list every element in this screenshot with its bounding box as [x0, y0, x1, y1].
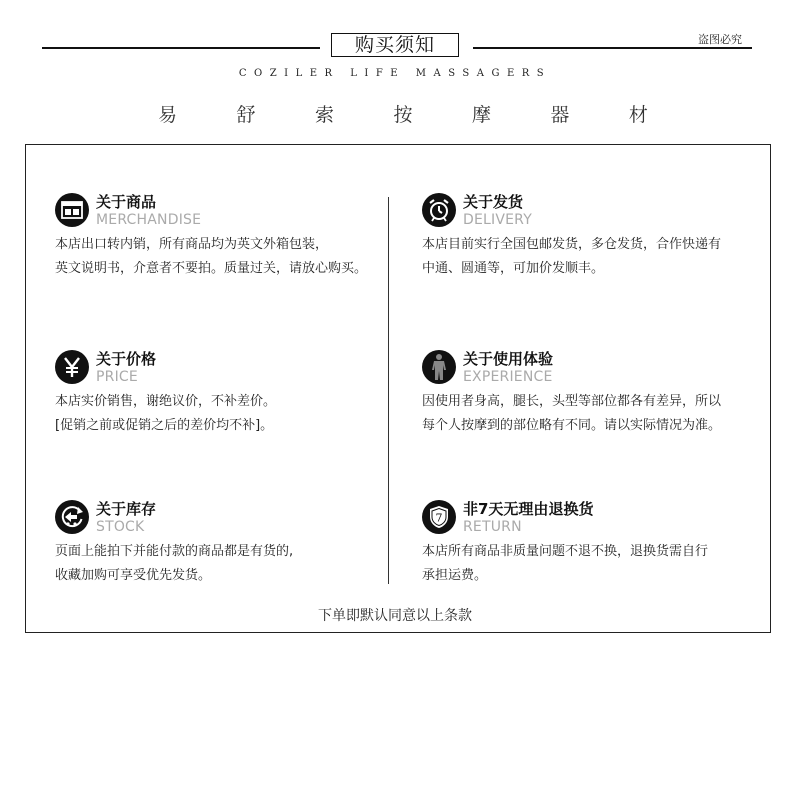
person-icon [422, 350, 456, 384]
body-line: 每个人按摩到的部位略有不同。请以实际情况为准。 [422, 418, 722, 433]
brand-name [158, 100, 648, 127]
body-line: 本店出口转内销，所有商品均为英文外箱包装， [55, 237, 329, 252]
body-line: 页面上能拍下并能付款的商品都是有货的, [55, 544, 294, 559]
section-subtitle: DELIVERY [463, 212, 532, 228]
body-line: 英文说明书，介意者不要拍。质量过关，请放心购买。 [55, 261, 368, 276]
alarm-clock-icon [422, 193, 456, 227]
body-line: 收藏加购可享受优先发货。 [55, 568, 212, 583]
agreement-note: 下单即默认同意以上条款 [318, 608, 472, 624]
body-line: 本店目前实行全国包邮发货，多仓发货，合作快递有 [422, 237, 722, 252]
section-body [55, 233, 405, 281]
brand-char: 材 [628, 104, 648, 126]
section-subtitle: MERCHANDISE [96, 212, 202, 228]
stock-icon [55, 500, 89, 534]
section-title: 关于商品 [96, 193, 157, 211]
section-subtitle: STOCK [96, 519, 145, 535]
body-line: 因使用者身高，腿长，头型等部位都各有差异，所以 [422, 394, 722, 409]
section-body [422, 233, 772, 281]
section-subtitle: PRICE [96, 369, 138, 385]
seven-day-shield-icon [422, 500, 456, 534]
header-rule-left [42, 47, 320, 49]
copyright-notice: 盗图必究 [698, 33, 742, 46]
header-rule-right [473, 47, 752, 49]
section-body [55, 390, 405, 438]
section-title: 关于使用体验 [463, 350, 554, 368]
yen-icon [55, 350, 89, 384]
english-subtitle: COZILER LIFE MASSAGERS [238, 68, 552, 79]
page-title: 购买须知 [331, 33, 459, 57]
brand-char: 按 [393, 104, 413, 126]
section-body [422, 390, 772, 438]
section-title: 关于价格 [96, 350, 157, 368]
section-subtitle: RETURN [463, 519, 522, 535]
section-subtitle: EXPERIENCE [463, 369, 553, 385]
brand-char: 器 [550, 104, 570, 126]
brand-char: 摩 [471, 104, 491, 126]
section-body [422, 540, 772, 588]
section-title: 关于库存 [96, 500, 157, 518]
body-line: 本店实价销售，谢绝议价，不补差价。 [55, 394, 277, 409]
body-line: 承担运费。 [422, 568, 488, 583]
brand-char: 易 [158, 104, 178, 126]
merchandise-icon [55, 193, 89, 227]
body-line: [促销之前或促销之后的差价均不补]。 [55, 418, 274, 433]
shield-seven-text: 7 [435, 511, 443, 525]
section-title: 非7天无理由退换货 [463, 500, 594, 518]
brand-char: 索 [314, 104, 334, 126]
brand-char: 舒 [236, 104, 256, 126]
section-title: 关于发货 [463, 193, 524, 211]
body-line: 中通、圆通等，可加价发顺丰。 [422, 261, 605, 276]
section-body [55, 540, 405, 588]
body-line: 本店所有商品非质量问题不退不换，退换货需自行 [422, 544, 709, 559]
